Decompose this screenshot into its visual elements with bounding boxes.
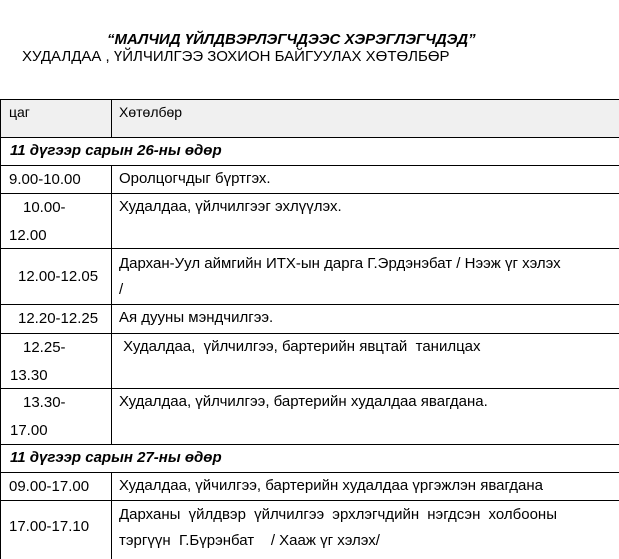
time-cell: 12.00-12.05 [0,249,112,305]
program-line: тэргүүн Г.Бүрэнбат / Хааж үг хэлэх/ [119,532,380,549]
table-row [0,389,619,445]
program-cell [112,249,619,305]
table-row [0,194,619,249]
time-line: 10.00- [23,199,66,216]
time-line: 13.30- [23,394,66,411]
day-heading-2: 11 дүгээр сарын 27-ны өдөр [0,445,619,473]
schedule-table [0,99,619,559]
time-line: 12.00 [9,227,47,244]
program-cell: Худалдаа, үйлчилгээг эхлүүлэх. [112,194,619,249]
table-row [0,305,619,334]
program-line: Дархан-Уул аймгийн ИТХ-ын дарга Г.Эрдэнэбат / Нээж үг хэлэх [119,255,561,272]
table-row [0,166,619,194]
time-line: 12.25- [23,339,66,356]
time-cell: 12.20-12.25 [0,305,112,334]
column-header-time: цаг [0,100,112,138]
program-line: / [119,281,124,298]
document-title: “МАЛЧИД ҮЙЛДВЭРЛЭГЧДЭЭС ХЭРЭГЛЭГЧДЭД” [107,31,476,48]
program-cell: Худалдаа, үйлчилгээ, бартерийн явцтай танилцах [112,334,619,389]
document-subtitle: ХУДАЛДАА , ҮЙЛЧИЛГЭЭ ЗОХИОН БАЙГУУЛАХ ХӨТӨЛБӨР [22,48,450,65]
table-row [0,249,619,305]
program-cell: Худалдаа, үйлчилгээ, бартерийн худалдаа явагдана. [112,389,619,445]
program-cell [112,501,619,559]
time-line: 17.00 [10,422,48,439]
time-cell: 09.00-17.00 [0,473,112,501]
table-header-row [0,100,619,138]
time-line: 13.30 [10,367,48,384]
day-heading-1: 11 дүгээр сарын 26-ны өдөр [0,138,619,166]
table-row [0,473,619,501]
table-row [0,334,619,389]
time-cell: 9.00-10.00 [0,166,112,194]
column-header-program: Хөтөлбөр [112,100,619,138]
program-cell: Ая дууны мэндчилгээ. [112,305,619,334]
program-cell: Оролцогчдыг бүртгэх. [112,166,619,194]
time-cell [0,334,112,389]
time-cell: 17.00-17.10 [0,501,112,559]
program-cell: Худалдаа, үйчилгээ, бартерийн худалдаа үргэжлэн явагдана [112,473,619,501]
time-cell [0,194,112,249]
table-row [0,501,619,559]
time-cell [0,389,112,445]
program-line: Дарханы үйлдвэр үйлчилгээ эрхлэгчдийн нэгдсэн холбооны [119,506,557,523]
